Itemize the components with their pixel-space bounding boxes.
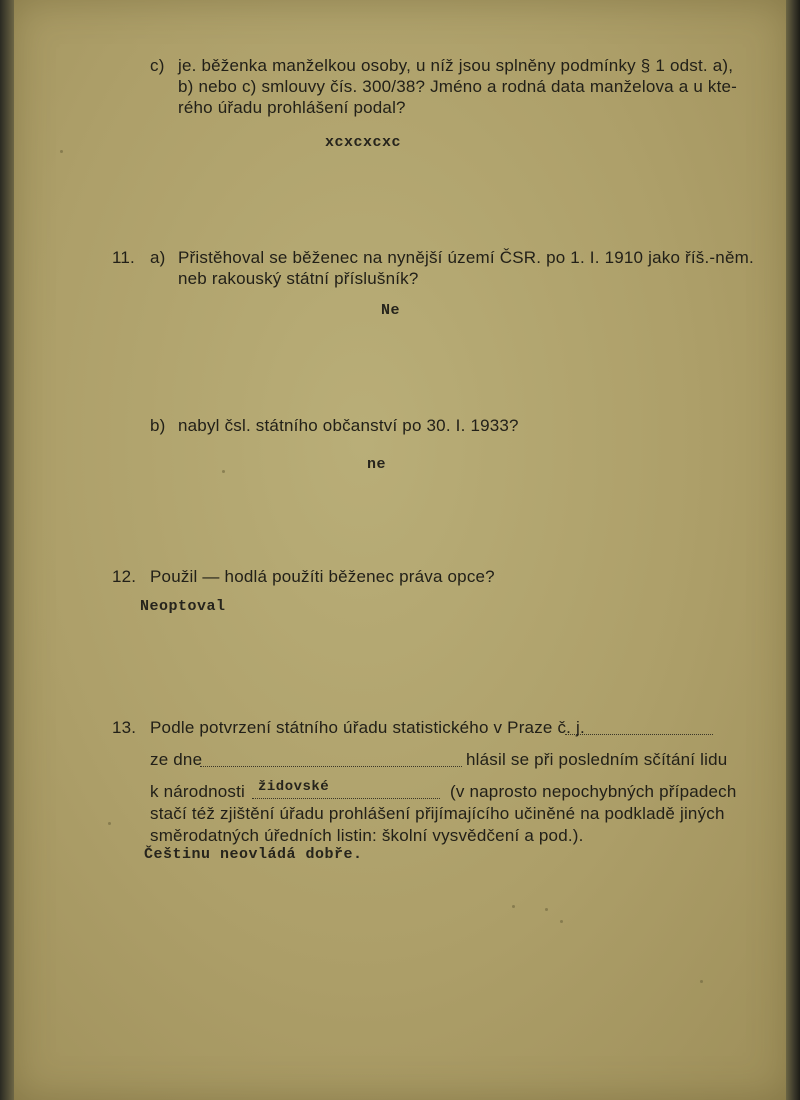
q13-note: Češtinu neovládá dobře.	[144, 846, 363, 863]
q11b-answer: ne	[367, 456, 387, 473]
q13-number: 13.	[112, 718, 137, 737]
q13-line2-pre: ze dne	[150, 750, 203, 769]
paper-speck	[545, 908, 548, 911]
q13-line2-post: hlásil se při posledním sčítání lidu	[466, 750, 728, 769]
q13-line5: směrodatných úředních listin: školní vysvědčení a pod.).	[150, 826, 584, 845]
q10c-answer: xcxcxcxc	[325, 134, 402, 151]
paper-speck	[512, 905, 515, 908]
q11a-line1: Přistěhoval se běženec na nynější území ČSR. po 1. I. 1910 jako říš.-něm.	[178, 248, 754, 267]
q12-question: Použil — hodlá použíti běženec práva opce?	[150, 567, 495, 586]
q13-line3-post: (v naprosto nepochybných případech	[450, 782, 737, 801]
q10c-line1: je. běženka manželkou osoby, u níž jsou splněny podmínky § 1 odst. a),	[178, 56, 734, 75]
q13-line1: Podle potvrzení státního úřadu statistického v Praze č. j.	[150, 718, 585, 737]
q10c-line2: b) nebo c) smlouvy čís. 300/38? Jméno a rodná data manželova a u kte-	[178, 77, 738, 96]
paper-speck	[108, 822, 111, 825]
scan-edge-right	[786, 0, 800, 1100]
q12-answer: Neoptoval	[140, 598, 226, 615]
q10c-label: c)	[150, 56, 165, 75]
q12-number: 12.	[112, 567, 137, 586]
q11b-label: b)	[150, 416, 166, 435]
document-page	[12, 0, 790, 1100]
paper-speck	[700, 980, 703, 983]
q11a-line2: neb rakouský státní příslušník?	[178, 269, 419, 288]
q11b-question: nabyl čsl. státního občanství po 30. I. 1933?	[178, 416, 519, 435]
reference-number-blank	[565, 734, 713, 735]
nationality-blank	[252, 798, 440, 799]
q11a-label: a)	[150, 248, 166, 267]
q11a-answer: Ne	[381, 302, 401, 319]
q10c-line3: rého úřadu prohlášení podal?	[178, 98, 406, 117]
q13-line4: stačí též zjištění úřadu prohlášení přijímajícího učiněné na podkladě jiných	[150, 804, 725, 823]
scan-edge-left	[0, 0, 14, 1100]
paper-speck	[60, 150, 63, 153]
paper-speck	[560, 920, 563, 923]
q11-number: 11.	[112, 248, 135, 267]
q13-line3-pre: k národnosti	[150, 782, 246, 801]
q13-nationality: židovské	[258, 779, 330, 795]
date-blank	[200, 766, 462, 767]
paper-speck	[222, 470, 225, 473]
